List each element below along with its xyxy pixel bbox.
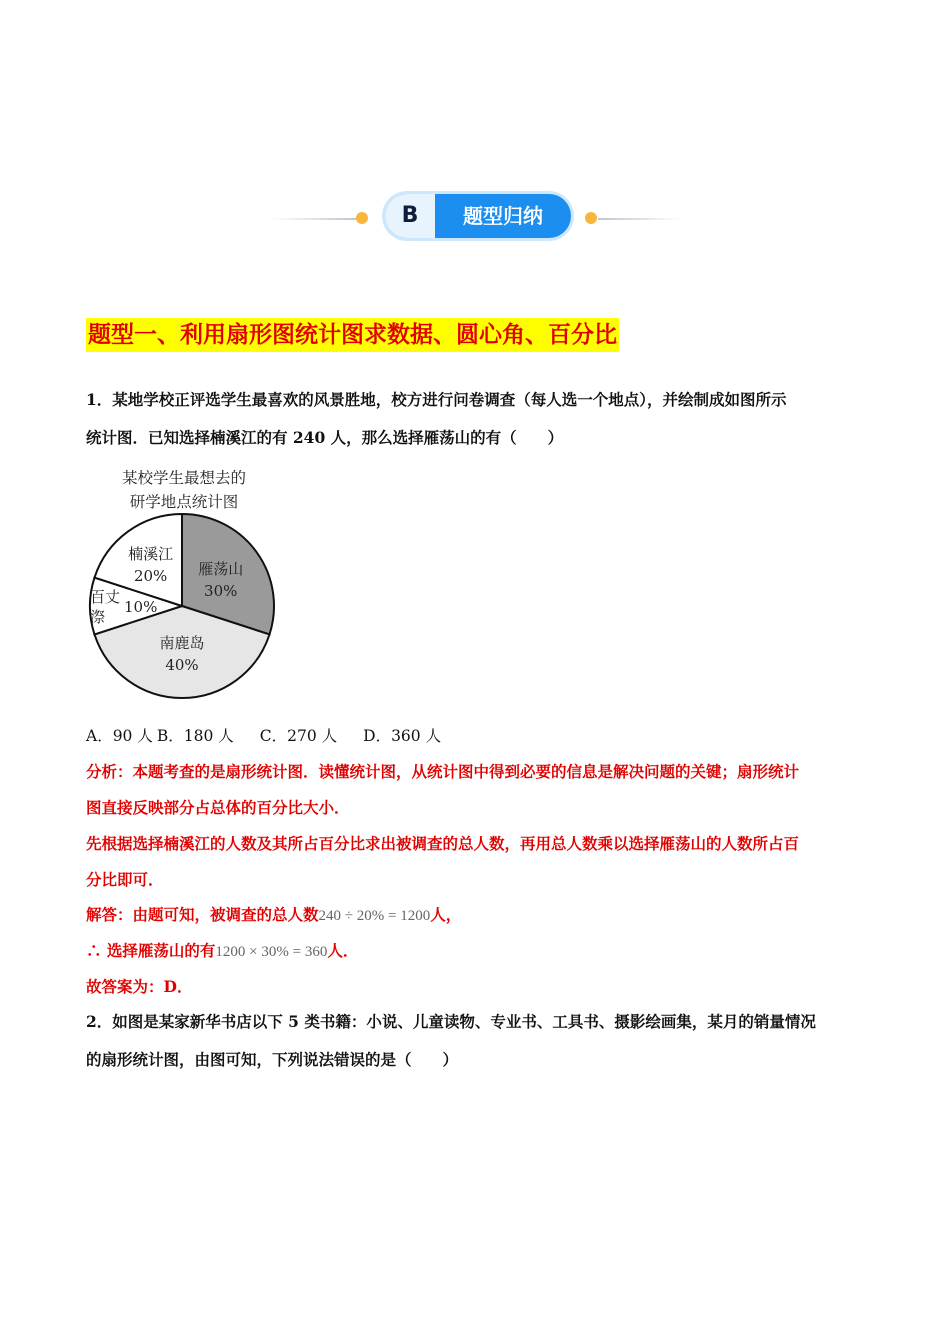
analysis-line3: 先根据选择楠溪江的人数及其所占百分比求出被调查的总人数，再用总人数乘以选择雁荡山的人数所占百 [86,834,800,853]
pie-chart [80,508,285,708]
pie-label-1: 南鹿岛 [159,634,205,652]
q1-options [86,726,441,746]
option-c: C．270 人 [259,727,338,745]
pie-label-2: 百丈漈 [90,588,121,626]
answer-line2-math: 1200 × 30% = 360 [215,944,328,960]
pie-value-1: 40% [165,656,199,674]
answer-line2-suffix: 人． [327,941,359,960]
answer-line3: 故答案为：D． [86,977,193,996]
section-title: 题型一、利用扇形图统计图求数据、圆心角、百分比 [86,318,619,352]
q2-line1: 2．如图是某家新华书店以下 5 类书籍：小说、儿童读物、专业书、工具书、摄影绘画集，某月的销量情况 [86,1012,816,1031]
q2-line2: 的扇形统计图，由图可知，下列说法错误的是（ ） [86,1050,459,1069]
badge-letter: B [385,194,435,238]
answer-line1-suffix: 人， [430,905,462,924]
answer-line1 [86,905,461,926]
section-badge [385,194,571,238]
answer-line1-math: 240 ÷ 20% = 1200 [318,908,431,924]
badge-text: 题型归纳 [463,204,543,228]
decorative-line-right [598,218,683,220]
decorative-dot-left [356,212,368,224]
pie-label-3: 楠溪江 [128,544,174,563]
pie-value-0: 30% [204,581,238,600]
answer-line2-prefix: ∴ 选择雁荡山的有 [86,941,216,960]
decorative-dot-right [585,212,597,224]
option-a: A．90 人 [86,727,153,745]
analysis-line1: 分析：本题考查的是扇形统计图．读懂统计图，从统计图中得到必要的信息是解决问题的关键；扇形统计 [86,762,800,781]
chart-title-line2: 研学地点统计图 [129,493,239,511]
answer-line2 [86,941,358,962]
chart-title-line1: 某校学生最想去的 [121,469,246,487]
pie-label-0: 雁荡山 [198,559,244,578]
q1-line2: 统计图．已知选择楠溪江的有 240 人，那么选择雁荡山的有（ ） [86,428,564,447]
q1-line1: 1．某地学校正评选学生最喜欢的风景胜地，校方进行问卷调查（每人选一个地点），并绘制成如图所示 [86,390,787,409]
option-d: D．360 人 [363,727,442,745]
analysis-line2: 图直接反映部分占总体的百分比大小． [86,798,350,817]
option-b: B．180 人 [156,727,234,745]
decorative-line-left [270,218,358,220]
pie-value-2: 10% [124,598,158,616]
analysis-line4: 分比即可． [86,870,164,889]
answer-line1-prefix: 解答：由题可知，被调查的总人数 [86,905,319,924]
pie-value-3: 20% [133,566,168,585]
